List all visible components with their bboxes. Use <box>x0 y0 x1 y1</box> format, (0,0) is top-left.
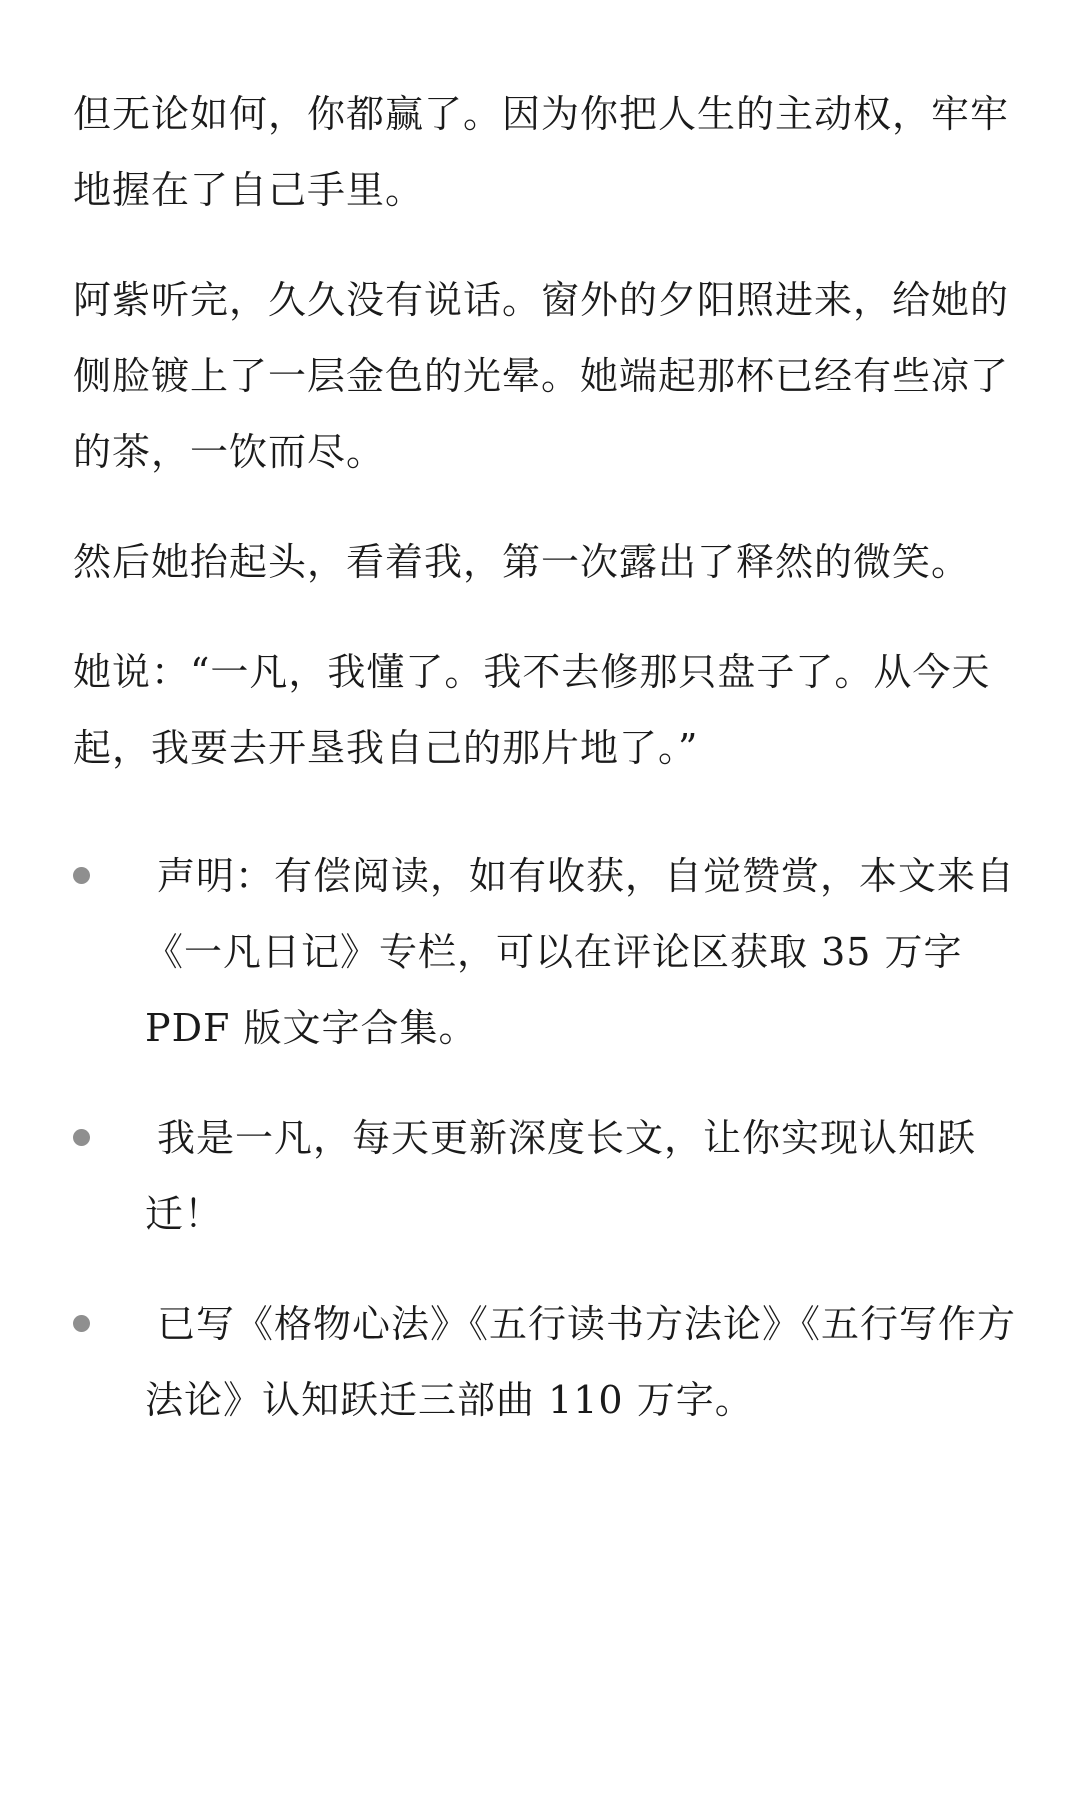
article-paragraph: 但无论如何，你都赢了。因为你把人生的主动权，牢牢地握在了自己手里。 <box>73 92 1010 212</box>
bullet-dot-icon <box>73 867 90 884</box>
list-item-text: 已写《格物心法》《五行读书方法论》《五行写作方法论》认知跃迁三部曲 110 万字。 <box>145 1302 1017 1422</box>
article-body <box>73 76 1023 1472</box>
list-item <box>73 1286 1023 1438</box>
bullet-dot-icon <box>73 1129 90 1146</box>
bullet-dot-icon <box>73 1315 90 1332</box>
list-item-text: 声明：有偿阅读，如有收获，自觉赞赏，本文来自《一凡日记》专栏，可以在评论区获取 35 万字 PDF 版文字合集。 <box>145 854 1016 1050</box>
list-item <box>73 838 1023 1066</box>
article-paragraph: 然后她抬起头，看着我，第一次露出了释然的微笑。 <box>73 540 971 584</box>
list-item-text: 我是一凡，每天更新深度长文，让你实现认知跃迁！ <box>145 1116 977 1236</box>
article-paragraph: 她说：“一凡，我懂了。我不去修那只盘子了。从今天起，我要去开垦我自己的那片地了。” <box>73 650 991 770</box>
article-paragraph: 阿紫听完，久久没有说话。窗外的夕阳照进来，给她的侧脸镀上了一层金色的光晕。她端起那杯已经有些凉了的茶，一饮而尽。 <box>73 278 1010 474</box>
author-notes-list <box>73 838 1023 1438</box>
list-item <box>73 1100 1023 1252</box>
